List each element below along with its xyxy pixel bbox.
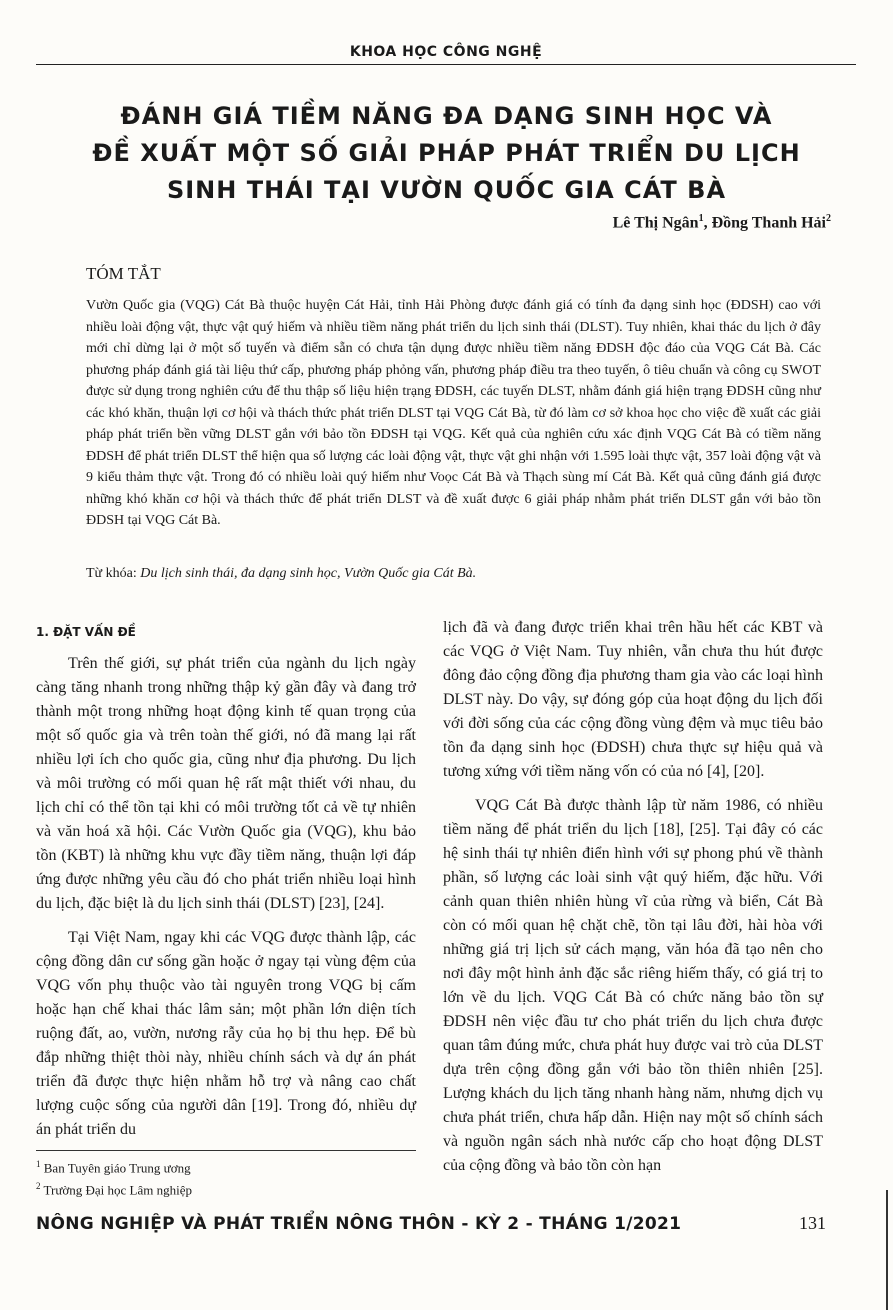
footnote-mark: 1 — [36, 1159, 41, 1169]
author-affiliation-mark: 2 — [826, 213, 831, 224]
footnotes — [36, 1150, 416, 1200]
author-name: Đồng Thanh Hải — [711, 214, 826, 232]
keywords-text: Du lịch sinh thái, đa dạng sinh học, Vườn Quốc gia Cát Bà. — [140, 566, 477, 581]
paragraph: VQG Cát Bà được thành lập từ năm 1986, có nhiều tiềm năng để phát triển du lịch [18], [25]. Tại đây có các hệ sinh thái tự nhiên điển hình với sự phong phú về thành phần, số lượng các loài sinh vật quý hiếm, đặc hữu. Với cảnh quan thiên nhiên hùng vĩ của rừng và biển, Cát Bà còn có mối quan hệ chặt chẽ, tồn tại lâu đời, hài hòa với những giá trị lịch sử cách mạng, văn hóa đã tạo nên cho nơi đây một hình ảnh đặc sắc riêng hiếm thấy, có giá trị to lớn về du lịch. VQG Cát Bà có chức năng bảo tồn sự ĐDSH nên việc đầu tư cho phát triển du lịch chưa được quan tâm đúng mức, chưa phát huy được vai trò của DLST dựa trên cộng đồng gắn với bảo tồn thiên nhiên [25]. Lượng khách du lịch tăng nhanh hàng năm, nhưng dịch vụ chưa phát triển, chưa hấp dẫn. Hiện nay một số chính sách và nguồn ngân sách nhà nước cấp cho hoạt động DLST của cộng đồng và bảo tồn còn hạn — [443, 797, 823, 1174]
abstract-body: Vườn Quốc gia (VQG) Cát Bà thuộc huyện Cát Hải, tỉnh Hải Phòng được đánh giá có tính đa dạng sinh học (ĐDSH) cao với nhiều loài động vật, thực vật quý hiếm và nhiều tiềm năng phát triển du lịch sinh thái (DLST). Tuy nhiên, khai thác du lịch ở đây mới chỉ dừng lại ở một số tuyến và điểm sẵn có chưa tận dụng được nhiều tiềm năng ĐDSH độc đáo của VQG Cát Bà. Các phương pháp đánh giá tài liệu thứ cấp, phương pháp phỏng vấn, phương pháp điều tra theo tuyến, ô tiêu chuẩn và công cụ SWOT được sử dụng trong nghiên cứu để thu thập số liệu hiện trạng ĐDSH, các tuyến DLST, nhằm đánh giá hiện trạng ĐDSH cũng như các khó khăn, thuận lợi cơ hội và thách thức phát triển DLST tại VQG Cát Bà, từ đó làm cơ sở khoa học cho việc đề xuất các giải pháp phát triển bền vững DLST gắn với bảo tồn ĐDSH tại VQG. Kết quả của nghiên cứu xác định VQG Cát Bà có tiềm năng ĐDSH để phát triển DLST thể hiện qua số lượng các loài động vật, thực vật ghi nhận với 1.595 loài thực vật, 357 loài động vật và 9 kiểu thảm thực vật. Trong đó có nhiều loài quý hiếm như Voọc Cát Bà và Thạch sùng mí Cát Bà. Kết quả cũng đánh giá được những khó khăn cơ hội và thách thức để phát triển DLST và đề xuất được 6 giải pháp nhằm phát triển DLST gắn với bảo tồn ĐDSH tại VQG Cát Bà. — [86, 298, 821, 528]
title-line: ĐỀ XUẤT MỘT SỐ GIẢI PHÁP PHÁT TRIỂN DU LỊCH — [92, 139, 801, 167]
column-right — [443, 616, 823, 1188]
journal-name: NÔNG NGHIỆP VÀ PHÁT TRIỂN NÔNG THÔN - KỲ 2 - THÁNG 1/2021 — [36, 1214, 682, 1234]
footnote — [36, 1177, 416, 1199]
section-header: KHOA HỌC CÔNG NGHỆ — [36, 44, 856, 65]
section-heading: 1. ĐẶT VẤN ĐỀ — [36, 625, 136, 639]
page-number: 131 — [799, 1213, 826, 1233]
author-list — [613, 213, 831, 232]
footnote-text: Trường Đại học Lâm nghiệp — [43, 1182, 192, 1198]
keywords — [86, 566, 821, 582]
footnote-text: Ban Tuyên giáo Trung ương — [43, 1160, 191, 1176]
footnote-mark: 2 — [36, 1181, 41, 1192]
author-affiliation-mark: 1 — [698, 213, 704, 224]
paragraph-continued: lịch đã và đang được triển khai trên hầu hết các KBT và các VQG ở Việt Nam. Tuy nhiên, vẫn chưa thu hút được đông đảo cộng đồng địa phương tham gia vào các loại hình DLST này. Do vậy, sự đóng góp của hoạt động du lịch đối với đời sống của các cộng đồng vùng đệm và mục tiêu bảo tồn đa dạng sinh học (ĐDSH) chưa thực sự hiệu quả và tương xứng với tiềm năng vốn có của nó [4], [20]. — [443, 619, 823, 780]
title-line: SINH THÁI TẠI VƯỜN QUỐC GIA CÁT BÀ — [166, 176, 727, 204]
keywords-label: Từ khóa: — [86, 566, 137, 581]
paragraph: Tại Việt Nam, ngay khi các VQG được thành lập, các cộng đồng dân cư sống gần hoặc ở ngay tại vùng đệm của VQG vốn phụ thuộc vào tài nguyên trong VQG bị cấm hoặc hạn chế khai thác lâm sản; một phần lớn diện tích ruộng đất, ao, vườn, nương rẫy của họ bị thu hẹp. Để bù đắp những thiệt thòi này, nhiều chính sách và dự án phát triển đã được thực hiện nhằm hỗ trợ và nâng cao chất lượng cuộc sống của người dân [19]. Trong đó, nhiều dự án phát triển du — [36, 929, 416, 1138]
margin-rule — [886, 1190, 888, 1310]
article-title — [40, 98, 853, 209]
author-separator: , — [703, 214, 712, 232]
abstract-heading: TÓM TẮT — [86, 264, 161, 283]
paragraph: Trên thế giới, sự phát triển của ngành du lịch ngày càng tăng nhanh trong những thập kỷ gần đây và đang trở thành một trong những hoạt động kinh tế quan trọng của một số quốc gia và trên toàn thế giới, nó đã mang lại rất nhiều lợi ích cho quốc gia, cũng như địa phương. Du lịch và môi trường có mối quan hệ rất mật thiết với nhau, du lịch chỉ có thể tồn tại khi có môi trường tốt cả về tự nhiên và văn hoá xã hội. Các Vườn Quốc gia (VQG), khu bảo tồn (KBT) là những khu vực đầy tiềm năng, thuận lợi đáp ứng được những yêu cầu đó cho phát triển nhiều loại hình du lịch, đặc biệt là du lịch sinh thái (DLST) [23], [24]. — [36, 655, 416, 912]
page-footer — [36, 1213, 826, 1234]
column-left — [36, 616, 416, 1152]
footnote — [36, 1155, 416, 1177]
author-name: Lê Thị Ngân — [612, 214, 699, 232]
title-line: ĐÁNH GIÁ TIỀM NĂNG ĐA DẠNG SINH HỌC VÀ — [120, 102, 773, 130]
